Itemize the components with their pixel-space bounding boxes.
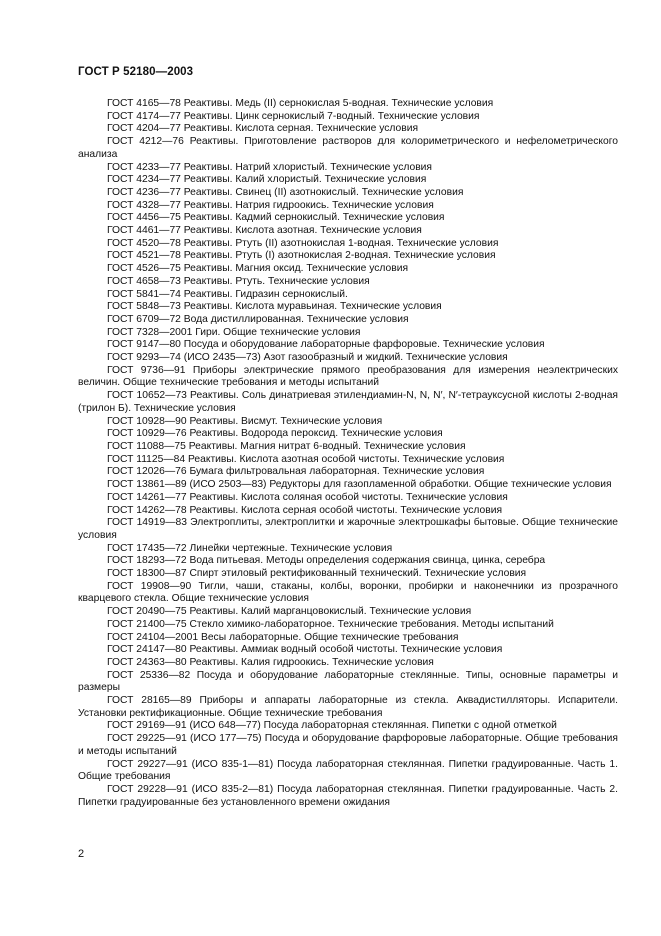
reference-item: ГОСТ 4165—78 Реактивы. Медь (II) сернокислая 5-водная. Технические условия <box>107 98 494 109</box>
reference-item: ГОСТ 29169—91 (ИСО 648—77) Посуда лабораторная стеклянная. Пипетки с одной отметкой <box>107 720 557 732</box>
reference-item: ГОСТ 28165—89 Приборы и аппараты лабораторные из стекла. Аквадистилляторы. Испарители. Установки ректификационные. Общие технические требования <box>78 695 618 719</box>
reference-item: ГОСТ 7328—2001 Гири. Общие технические условия <box>107 326 361 338</box>
reference-item: ГОСТ 17435—72 Линейки чертежные. Технические условия <box>107 542 393 554</box>
reference-item: ГОСТ 4174—77 Реактивы. Цинк сернокислый 7-водный. Технические условия <box>107 110 480 122</box>
reference-item: ГОСТ 10928—90 Реактивы. Висмут. Технические условия <box>107 415 383 427</box>
reference-item: ГОСТ 20490—75 Реактивы. Калий марганцовокислый. Технические условия <box>107 606 472 618</box>
reference-item: ГОСТ 4658—73 Реактивы. Ртуть. Технические условия <box>107 275 370 287</box>
reference-item: ГОСТ 14262—78 Реактивы. Кислота серная особой чистоты. Технические условия <box>107 504 503 516</box>
reference-item: ГОСТ 4521—78 Реактивы. Ртуть (I) азотнокислая 2-водная. Технические условия <box>107 250 496 262</box>
reference-item: ГОСТ 10929—76 Реактивы. Водорода пероксид. Технические условия <box>107 428 443 440</box>
reference-item: ГОСТ 6709—72 Вода дистиллированная. Технические условия <box>107 313 409 325</box>
reference-item: ГОСТ 4461—77 Реактивы. Кислота азотная. Технические условия <box>107 225 422 237</box>
reference-item: ГОСТ 24363—80 Реактивы. Калия гидроокись. Технические условия <box>107 656 434 668</box>
reference-item: ГОСТ 4520—78 Реактивы. Ртуть (II) азотнокислая 1-водная. Технические условия <box>107 237 499 249</box>
reference-item: ГОСТ 9293—74 (ИСО 2435—73) Азот газообразный и жидкий. Технические условия <box>107 352 508 364</box>
reference-item: ГОСТ 18300—87 Спирт этиловый ректификованный технический. Технические условия <box>107 568 527 580</box>
reference-item: ГОСТ 9147—80 Посуда и оборудование лабораторные фарфоровые. Технические условия <box>107 339 545 351</box>
reference-item: ГОСТ 13861—89 (ИСО 2503—83) Редукторы для газопламенной обработки. Общие технические условия <box>107 479 612 491</box>
page-number: 2 <box>78 848 85 860</box>
reference-item: ГОСТ 4204—77 Реактивы. Кислота серная. Технические условия <box>107 123 419 135</box>
reference-item: ГОСТ 4526—75 Реактивы. Магния оксид. Технические условия <box>107 263 409 275</box>
reference-item: ГОСТ 29227—91 (ИСО 835-1—81) Посуда лабораторная стеклянная. Пипетки градуированные. Часть 1. Общие требования <box>78 758 618 783</box>
reference-item: ГОСТ 25336—82 Посуда и оборудование лабораторные стеклянные. Типы, основные параметры и размеры <box>78 669 618 694</box>
reference-item: ГОСТ 4236—77 Реактивы. Свинец (II) азотнокислый. Технические условия <box>107 186 464 198</box>
reference-item: ГОСТ 4212—76 Реактивы. Приготовление растворов для колориметрического и нефелометрического анализа <box>78 136 618 160</box>
reference-item: ГОСТ 4328—77 Реактивы. Натрия гидроокись. Технические условия <box>107 199 434 211</box>
reference-item: ГОСТ 19908—90 Тигли, чаши, стаканы, колбы, воронки, пробирки и наконечники из прозрачного кварцевого стекла. Общие технические условия <box>78 580 618 605</box>
reference-item: ГОСТ 4233—77 Реактивы. Натрий хлористый. Технические условия <box>107 161 432 173</box>
reference-item: ГОСТ 11088—75 Реактивы. Магния нитрат 6-водный. Технические условия <box>107 440 466 452</box>
reference-item: ГОСТ 24104—2001 Весы лабораторные. Общие технические требования <box>107 631 459 643</box>
reference-item: ГОСТ 4234—77 Реактивы. Калий хлористый. Технические условия <box>107 174 427 186</box>
reference-item: ГОСТ 5848—73 Реактивы. Кислота муравьиная. Технические условия <box>107 301 442 313</box>
reference-item: ГОСТ 14261—77 Реактивы. Кислота соляная особой чистоты. Технические условия <box>107 491 508 503</box>
reference-item: ГОСТ 21400—75 Стекло химико-лабораторное. Технические требования. Методы испытаний <box>107 618 554 630</box>
reference-item: ГОСТ 5841—74 Реактивы. Гидразин сернокислый. <box>107 288 348 300</box>
reference-item: ГОСТ 11125—84 Реактивы. Кислота азотная особой чистоты. Технические условия <box>107 453 505 465</box>
reference-item: ГОСТ 9736—91 Приборы электрические прямого преобразования для измерения неэлектрических величин. Общие технические требования и методы испытаний <box>78 364 618 389</box>
reference-item: ГОСТ 24147—80 Реактивы. Аммиак водный особой чистоты. Технические условия <box>107 644 503 656</box>
reference-item: ГОСТ 29225—91 (ИСО 177—75) Посуда и оборудование фарфоровые лабораторные. Общие требования и методы испытаний <box>78 733 618 757</box>
reference-item: ГОСТ 12026—76 Бумага фильтровальная лабораторная. Технические условия <box>107 466 485 478</box>
reference-item: ГОСТ 18293—72 Вода питьевая. Методы определения содержания свинца, цинка, серебра <box>107 555 546 567</box>
document-header: ГОСТ Р 52180—2003 <box>78 66 194 78</box>
reference-item: ГОСТ 29228—91 (ИСО 835-2—81) Посуда лабораторная стеклянная. Пипетки градуированные. Часть 2. Пипетки градуированные без установленного времени ожидания <box>78 783 618 808</box>
reference-item: ГОСТ 14919—83 Электроплиты, электроплитки и жарочные электрошкафы бытовые. Общие технические условия <box>78 517 618 541</box>
reference-item: ГОСТ 4456—75 Реактивы. Кадмий сернокислый. Технические условия <box>107 212 445 224</box>
normative-references-list <box>78 98 618 809</box>
reference-item: ГОСТ 10652—73 Реактивы. Соль динатриевая этилендиамин-N, N, N′, N′-тетрауксусной кислоты 2-водная (трилон Б). Технические условия <box>78 390 618 414</box>
